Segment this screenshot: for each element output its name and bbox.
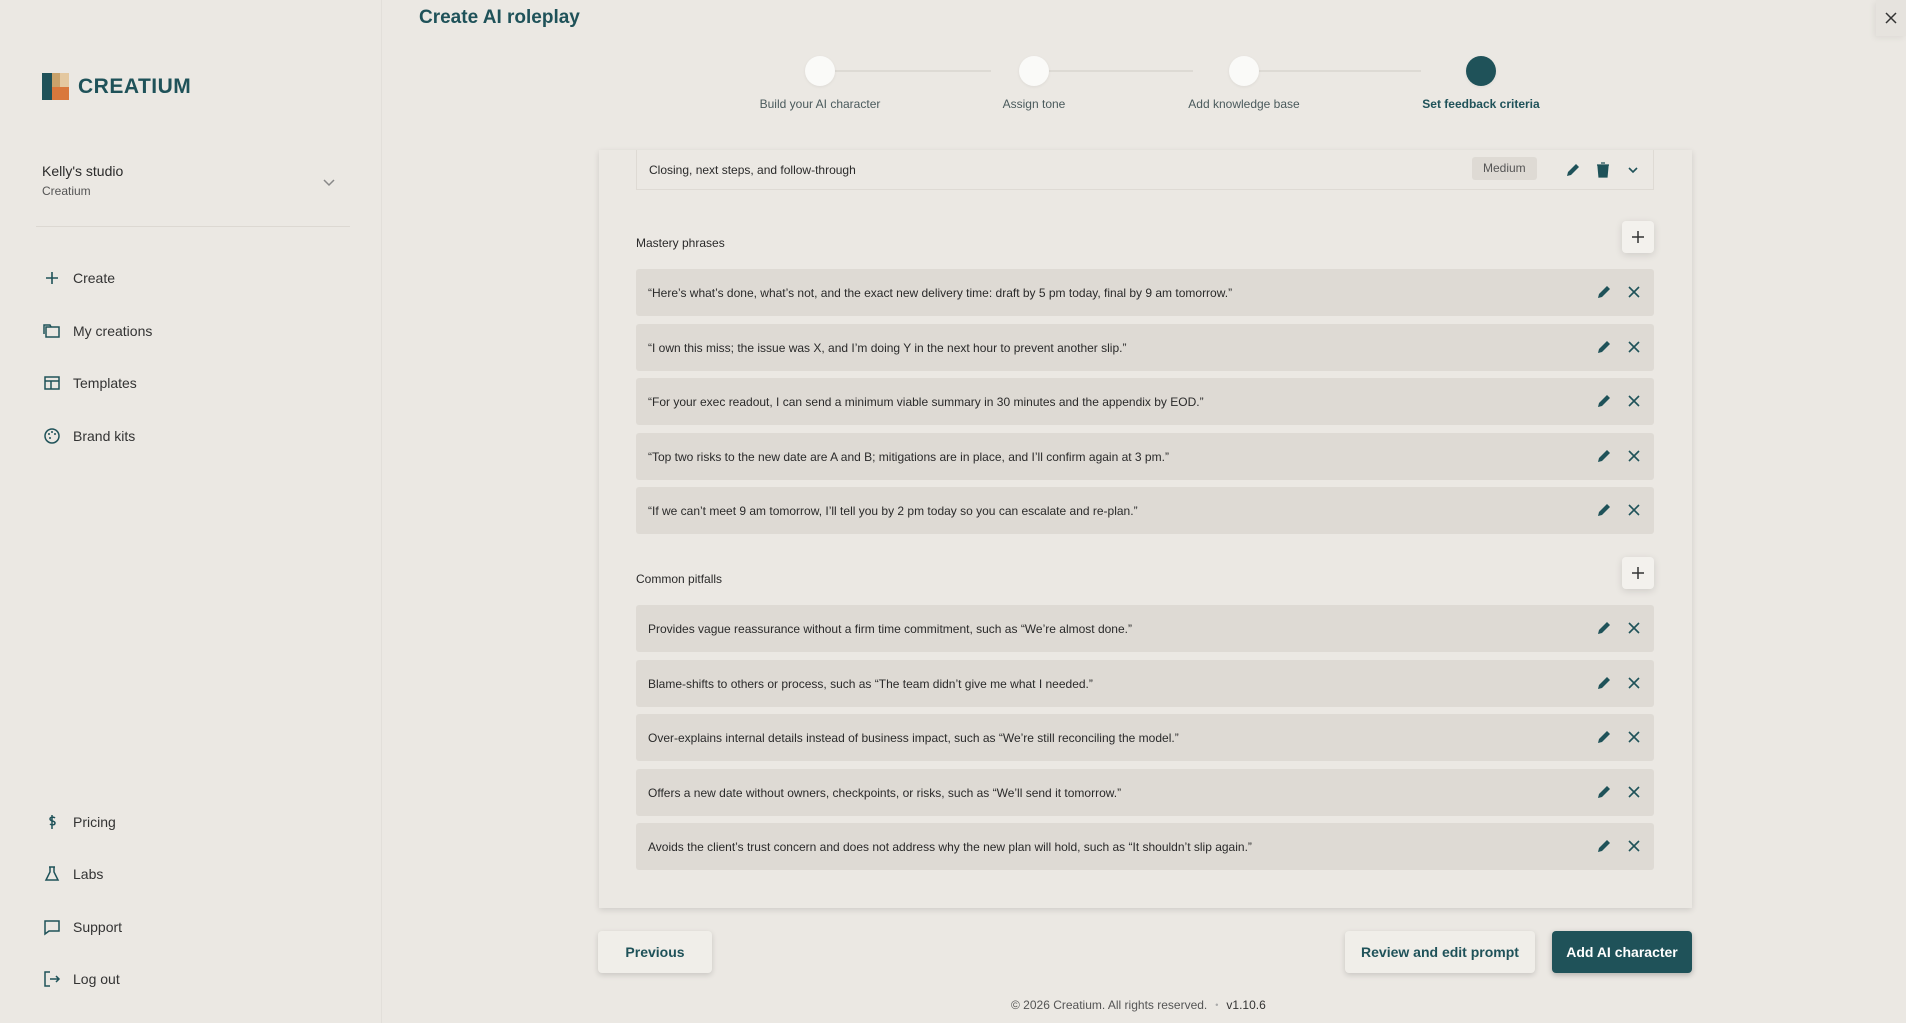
mastery-phrase-text: “Top two risks to the new date are A and B; mitigations are in place, and I’ll confirm again at 3 pm.” xyxy=(648,450,1169,464)
pitfalls-section-title: Common pitfalls xyxy=(636,572,723,586)
plus-icon xyxy=(1631,230,1645,244)
mastery-phrase-item xyxy=(636,433,1654,480)
pencil-icon[interactable] xyxy=(1595,728,1613,746)
flask-icon xyxy=(42,864,62,884)
dollar-icon xyxy=(42,812,62,832)
sidebar-divider xyxy=(36,226,350,227)
pitfall-text: Offers a new date without owners, checkpoints, or risks, such as “We’ll send it tomorrow.” xyxy=(648,786,1122,800)
mastery-section-title: Mastery phrases xyxy=(636,236,725,250)
chevron-down-icon[interactable] xyxy=(1624,161,1642,179)
mastery-phrase-item xyxy=(636,378,1654,425)
nav-label: Log out xyxy=(73,971,120,987)
pitfall-text: Avoids the client’s trust concern and does not address why the new plan will hold, such as “It shouldn’t slip again.” xyxy=(648,840,1252,854)
pitfall-text: Blame-shifts to others or process, such as “The team didn’t give me what I needed.” xyxy=(648,677,1093,691)
step-1-label: Build your AI character xyxy=(759,97,881,111)
close-icon[interactable] xyxy=(1625,783,1643,801)
close-icon[interactable] xyxy=(1625,837,1643,855)
step-2-label: Assign tone xyxy=(1002,97,1066,111)
step-3-label: Add knowledge base xyxy=(1188,97,1300,111)
close-icon[interactable] xyxy=(1625,501,1643,519)
logo-text: CREATIUM xyxy=(78,74,192,98)
mastery-phrase-text: “I own this miss; the issue was X, and I’m doing Y in the next hour to prevent another slip.” xyxy=(648,341,1127,355)
logout-icon xyxy=(42,969,62,989)
nav-brand-kits[interactable] xyxy=(42,426,135,446)
feedback-criteria-card xyxy=(599,150,1692,908)
step-connector xyxy=(834,70,991,72)
step-1-indicator[interactable] xyxy=(805,56,835,86)
chevron-down-icon[interactable] xyxy=(322,175,336,194)
mastery-phrase-item xyxy=(636,487,1654,534)
close-icon[interactable] xyxy=(1625,392,1643,410)
step-connector xyxy=(1048,70,1193,72)
pencil-icon[interactable] xyxy=(1595,283,1613,301)
footer xyxy=(1011,998,1266,1012)
pencil-icon[interactable] xyxy=(1595,501,1613,519)
close-button[interactable] xyxy=(1876,0,1906,36)
nav-label: Create xyxy=(73,270,116,286)
close-icon[interactable] xyxy=(1625,338,1643,356)
pitfall-item xyxy=(636,769,1654,816)
template-icon xyxy=(42,373,62,393)
step-4-label: Set feedback criteria xyxy=(1422,97,1540,111)
mastery-phrase-item xyxy=(636,324,1654,371)
nav-create[interactable] xyxy=(42,268,115,288)
previous-button[interactable]: Previous xyxy=(598,931,712,973)
nav-support[interactable] xyxy=(42,917,122,937)
pitfall-text: Provides vague reassurance without a firm time commitment, such as “We’re almost done.” xyxy=(648,622,1132,636)
close-icon xyxy=(1885,12,1897,24)
close-icon[interactable] xyxy=(1625,728,1643,746)
close-icon[interactable] xyxy=(1625,674,1643,692)
plus-icon xyxy=(1631,566,1645,580)
stepper xyxy=(0,56,1906,116)
close-icon[interactable] xyxy=(1625,619,1643,637)
review-edit-prompt-button[interactable]: Review and edit prompt xyxy=(1345,931,1535,973)
nav-label: Pricing xyxy=(73,814,116,830)
studio-org: Creatium xyxy=(42,184,91,198)
folder-icon xyxy=(42,321,62,341)
nav-pricing[interactable] xyxy=(42,812,116,832)
pitfall-text: Over-explains internal details instead of business impact, such as “We’re still reconciling the model.” xyxy=(648,731,1179,745)
nav-log-out[interactable] xyxy=(42,969,120,989)
pencil-icon[interactable] xyxy=(1595,338,1613,356)
nav-labs[interactable] xyxy=(42,864,103,884)
mastery-phrase-text: “For your exec readout, I can send a minimum viable summary in 30 minutes and the appendix by EOD.” xyxy=(648,395,1204,409)
level-badge: Medium xyxy=(1472,157,1537,180)
add-mastery-phrase-button[interactable] xyxy=(1622,221,1654,253)
criteria-text: Closing, next steps, and follow-through xyxy=(649,163,856,177)
nav-label: Brand kits xyxy=(73,428,136,444)
step-4-indicator[interactable] xyxy=(1466,56,1496,86)
add-ai-character-button[interactable]: Add AI character xyxy=(1552,931,1692,973)
close-icon[interactable] xyxy=(1625,283,1643,301)
footer-separator: • xyxy=(1215,1000,1219,1010)
copyright-text: © 2026 Creatium. All rights reserved. xyxy=(1011,998,1208,1012)
pencil-icon[interactable] xyxy=(1595,447,1613,465)
pitfall-item xyxy=(636,605,1654,652)
pencil-icon[interactable] xyxy=(1564,161,1582,179)
pitfall-item xyxy=(636,714,1654,761)
palette-icon xyxy=(42,426,62,446)
studio-switcher[interactable] xyxy=(42,163,342,198)
mastery-phrase-text: “If we can’t meet 9 am tomorrow, I’ll tell you by 2 pm today so you can escalate and re-plan.” xyxy=(648,504,1138,518)
pitfall-item xyxy=(636,823,1654,870)
pencil-icon[interactable] xyxy=(1595,674,1613,692)
close-icon[interactable] xyxy=(1625,447,1643,465)
page-title: Create AI roleplay xyxy=(419,7,580,28)
nav-label: Labs xyxy=(73,866,104,882)
add-pitfall-button[interactable] xyxy=(1622,557,1654,589)
mastery-phrase-text: “Here’s what’s done, what’s not, and the exact new delivery time: draft by 5 pm today, final by 9 am tomorrow.” xyxy=(648,286,1233,300)
nav-label: Templates xyxy=(73,375,137,391)
step-2-indicator[interactable] xyxy=(1019,56,1049,86)
step-connector xyxy=(1258,70,1421,72)
pitfall-item xyxy=(636,660,1654,707)
studio-name: Kelly's studio xyxy=(42,163,124,179)
criteria-row xyxy=(636,150,1654,190)
nav-my-creations[interactable] xyxy=(42,321,152,341)
nav-templates[interactable] xyxy=(42,373,137,393)
pencil-icon[interactable] xyxy=(1595,619,1613,637)
version-text: v1.10.6 xyxy=(1226,998,1266,1012)
step-3-indicator[interactable] xyxy=(1229,56,1259,86)
plus-icon xyxy=(42,268,62,288)
chat-icon xyxy=(42,917,62,937)
pencil-icon[interactable] xyxy=(1595,837,1613,855)
sidebar xyxy=(0,0,382,1023)
nav-label: Support xyxy=(73,919,123,935)
trash-icon[interactable] xyxy=(1594,161,1612,179)
pencil-icon[interactable] xyxy=(1595,392,1613,410)
mastery-phrase-item xyxy=(636,269,1654,316)
nav-label: My creations xyxy=(73,323,153,339)
pencil-icon[interactable] xyxy=(1595,783,1613,801)
